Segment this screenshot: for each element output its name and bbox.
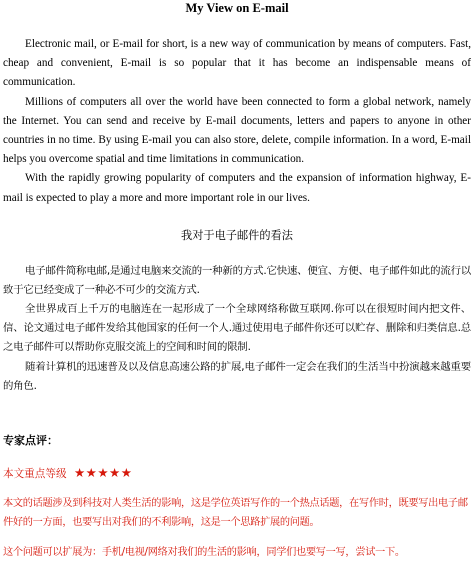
expert-comment-text: 本文的话题涉及到科技对人类生活的影响，这是学位英语写作的一个热点话题，在写作时，既要写出电子邮件好的一方面，也要写出对我们的不利影响，这是一个思路扩展的问题。	[3, 498, 468, 528]
chinese-title: 我对于电子邮件的看法	[181, 229, 293, 242]
english-essay	[3, 35, 471, 208]
english-paragraph-1: Electronic mail, or E-mail for short, is a new way of communication by means of computers. Fast, cheap and convenient, E-mail is so popular that it has become an indispensable means of communication.	[3, 38, 471, 89]
expert-comment-heading: 专家点评：	[3, 434, 58, 448]
importance-level-label: 本文重点等级	[3, 468, 67, 481]
star-rating-icon: ★★★★★	[73, 465, 133, 481]
chinese-paragraph-2: 全世界成百上千万的电脑连在一起形成了一个全球网络称做互联网.你可以在很短时间内把文件、信、论文通过电子邮件发给其他国家的任何一个人.通过使用电子邮件你还可以贮存、删除和归类信息.总之电子邮件可以帮助你克服交流上的空间和时间的限制.	[3, 303, 471, 354]
expert-comment-extension: 这个问题可以扩展为：手机/电视/网络对我们的生活的影响，同学们也要写一写，尝试一下。	[3, 547, 405, 559]
chinese-translation	[3, 262, 471, 396]
document-page	[3, 0, 471, 563]
chinese-paragraph-1: 电子邮件简称电邮,是通过电脑来交流的一种新的方式.它快速、便宜、方便、电子邮件如此的流行以致于它已经变成了一种必不可少的交流方式.	[3, 264, 471, 296]
english-paragraph-2: Millions of computers all over the world have been connected to form a global network, namely the Internet. You can send and receive by E-mail documents, letters and papers to anyone in other countries in no time. By using E-mail you can also store, delete, compile information. In a word, E-mail helps you overcome spatial and time limitations in communication.	[3, 95, 471, 166]
english-paragraph-3: With the rapidly growing popularity of computers and the expansion of information highway, E-mail is expected to play a more and more important role in our lives.	[3, 172, 471, 204]
chinese-paragraph-3: 随着计算机的迅速普及以及信息高速公路的扩展,电子邮件一定会在我们的生活当中扮演越来越重要的角色.	[3, 360, 471, 392]
essay-title: My View on E-mail	[185, 1, 289, 15]
importance-level	[3, 465, 471, 482]
